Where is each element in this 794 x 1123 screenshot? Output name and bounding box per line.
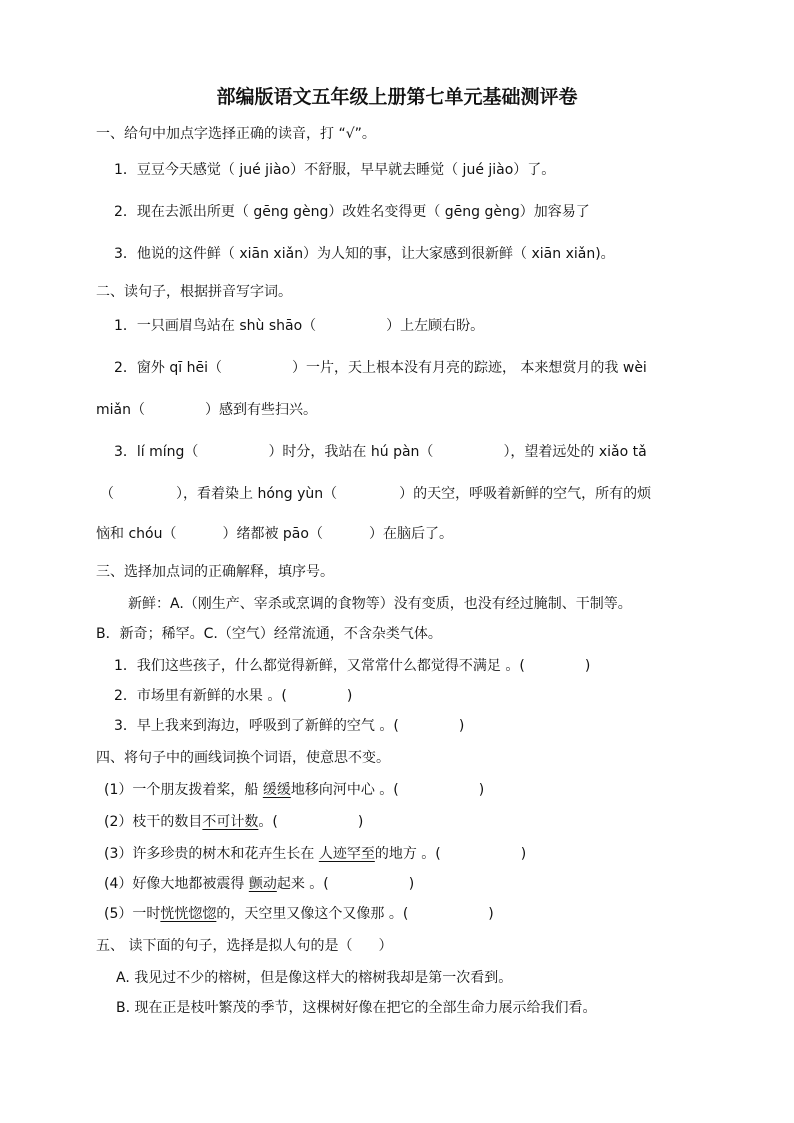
- section-5-heading: [96, 936, 392, 956]
- question-3-2-text: 2．市场里有新鲜的水果 。(: [114, 688, 287, 704]
- question-2-3-text-c: ），望着远处的 xiǎo tǎ: [503, 444, 647, 460]
- close-paren: ): [346, 688, 353, 704]
- question-4-1: [104, 780, 484, 800]
- question-2-2-text-d: ）感到有些扫兴。: [204, 402, 317, 418]
- underlined-word: 颤动: [248, 876, 277, 892]
- question-3-2: [114, 686, 352, 706]
- question-2-3-line-1: [114, 442, 647, 462]
- question-4-1-text-b: 地移向河中心 。(: [290, 782, 399, 798]
- question-2-3-text-i: ）在脑后了。: [368, 526, 453, 542]
- question-2-3-text-d: （: [100, 486, 114, 502]
- underlined-word: 人迹罕至: [318, 846, 375, 862]
- question-3-3-text: 3．早上我来到海边，呼吸到了新鲜的空气 。(: [114, 718, 399, 734]
- question-3-3: [114, 716, 464, 736]
- close-paren: ): [488, 906, 494, 922]
- question-2-3-text-e: ），看着染上 hóng yùn（: [176, 486, 338, 502]
- question-4-3-text-b: 的地方 。(: [374, 846, 441, 862]
- question-2-1-text-b: ）上左顾右盼。: [386, 318, 485, 334]
- page-title: 部编版语文五年级上册第七单元基础测评卷: [216, 86, 578, 108]
- question-2-3-text-f: ）的天空，呼吸着新鲜的空气，所有的烦: [399, 486, 652, 502]
- close-paren: ): [584, 658, 591, 674]
- question-2-1-text-a: 1．一只画眉鸟站在 shù shāo（: [114, 318, 317, 334]
- close-paren: ): [478, 782, 485, 798]
- section-1-heading: 一、给句中加点字选择正确的读音，打 “√”。: [96, 126, 376, 142]
- definition-line-2: B．新奇；稀罕。C.（空气）经常流通，不含杂类气体。: [96, 626, 442, 642]
- close-paren: ): [408, 876, 415, 892]
- question-2-2-text-a: 2．窗外 qī hēi（: [114, 360, 222, 376]
- question-1-1: 1．豆豆今天感觉（ jué jiào）不舒服，早早就去睡觉（ jué jiào）了。: [114, 162, 556, 178]
- question-2-3-text-h: ）绪都被 pāo（: [222, 526, 323, 542]
- question-2-2-line-1: [114, 358, 647, 378]
- question-4-4-text-b: 起来 。(: [276, 876, 329, 892]
- underlined-word: 恍恍惚惚: [160, 906, 217, 922]
- question-4-2-text-b: 。(: [258, 814, 278, 830]
- underlined-word: 缓缓: [262, 782, 291, 798]
- question-4-5: [104, 904, 494, 924]
- definition-line-1: 新鲜：A.（刚生产、宰杀或烹调的食物等）没有变质，也没有经过腌制、干制等。: [128, 596, 632, 612]
- option-a: A. 我见过不少的榕树，但是像这样大的榕树我却是第一次看到。: [116, 970, 513, 986]
- question-4-3-text-a: (3）许多珍贵的树木和花卉生长在: [104, 846, 319, 862]
- close-paren: ): [357, 814, 364, 830]
- question-1-3: 3．他说的这件鲜（ xiān xiǎn）为人知的事，让大家感到很新鲜（ xiān xiǎn)。: [114, 246, 615, 262]
- question-2-3-line-3: [96, 524, 453, 544]
- underlined-word: 不可计数: [202, 814, 259, 830]
- question-1-2: 2．现在去派出所更（ gēng gèng）改姓名变得更（ gēng gèng）加容易了: [114, 204, 590, 220]
- question-2-1: [114, 316, 484, 336]
- question-2-2-text-c: miǎn（: [96, 402, 145, 418]
- question-2-3-text-a: 3．lí míng（: [114, 444, 199, 460]
- question-3-1-text: 1．我们这些孩子，什么都觉得新鲜，又常常什么都觉得不满足 。(: [114, 658, 525, 674]
- question-2-3-line-2: [100, 484, 651, 504]
- question-4-1-text-a: (1）一个朋友拨着桨，船: [104, 782, 263, 798]
- section-5-heading-close: ）: [378, 938, 393, 954]
- section-4-heading: 四、将句子中的画线词换个词语，使意思不变。: [96, 750, 390, 766]
- question-2-2-line-2: [96, 400, 317, 420]
- question-4-3: [104, 844, 526, 864]
- question-2-2-text-b: ）一片，天上根本没有月亮的踪迹， 本来想赏月的我 wèi: [291, 360, 647, 376]
- section-2-heading: 二、读句子，根据拼音写字词。: [96, 284, 292, 300]
- question-4-5-text-b: 的，天空里又像这个又像那 。(: [216, 906, 409, 922]
- section-5-heading-text: 五、 读下面的句子，选择是拟人句的是（: [96, 938, 353, 954]
- question-4-5-text-a: (5）一时: [104, 906, 161, 922]
- close-paren: ): [458, 718, 465, 734]
- question-3-1: [114, 656, 590, 676]
- question-2-3-text-b: ）时分，我站在 hú pàn（: [268, 444, 434, 460]
- question-2-3-text-g: 恼和 chóu（: [96, 526, 177, 542]
- close-paren: ): [520, 846, 527, 862]
- question-4-4: [104, 874, 414, 894]
- question-4-2-text-a: (2）枝干的数目: [104, 814, 203, 830]
- question-4-4-text-a: (4）好像大地都被震得: [104, 876, 249, 892]
- section-3-heading: 三、选择加点词的正确解释，填序号。: [96, 564, 334, 580]
- question-4-2: [104, 812, 363, 832]
- option-b: B. 现在正是枝叶繁茂的季节，这棵树好像在把它的全部生命力展示给我们看。: [116, 1000, 597, 1016]
